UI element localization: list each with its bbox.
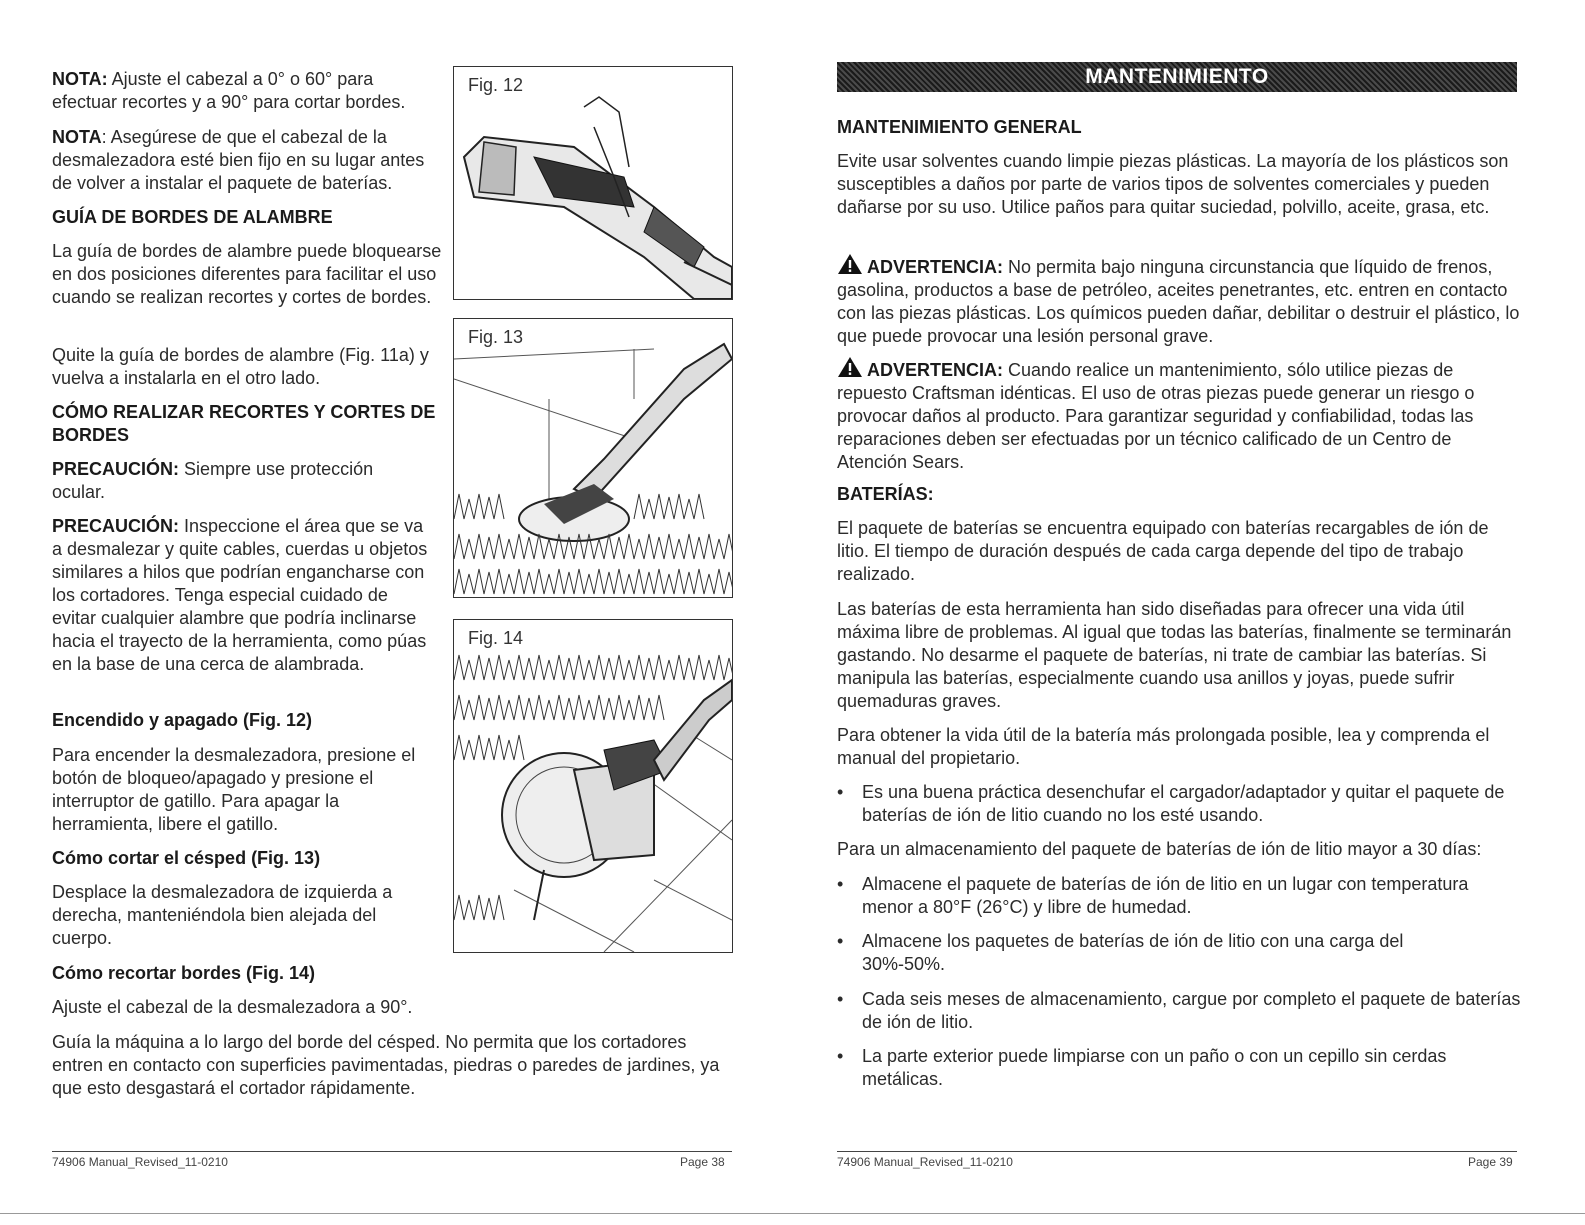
nota-paragraph-1: [52, 68, 437, 114]
figure-12: [453, 66, 733, 300]
guia-paragraph-1: La guía de bordes de alambre puede bloquearse en dos posiciones diferentes para facilitar el uso cuando se realizan recortes y cortes de bordes.: [52, 241, 442, 307]
bordes-paragraph-2: Guía la máquina a lo largo del borde del césped. No permita que los cortadores entren en contacto con superficies pavimentadas, piedras o paredes de jardines, ya que esto desgastará el cortador rápidamente.: [52, 1032, 720, 1098]
bullet-dot: •: [837, 1046, 844, 1066]
advertencia-label: ADVERTENCIA:: [867, 360, 1004, 380]
precaucion-paragraph-2: [52, 515, 432, 676]
heading-como-realizar: CÓMO REALIZAR RECORTES Y CORTES DE BORDES: [52, 402, 436, 445]
guia-paragraph-2: Quite la guía de bordes de alambre (Fig. 11a) y vuelva a instalarla en el otro lado.: [52, 345, 429, 388]
list-item-text: Cada seis meses de almacenamiento, cargue por completo el paquete de baterías de ión de litio.: [862, 989, 1521, 1032]
baterias-paragraph-3: Para obtener la vida útil de la batería más prolongada posible, lea y comprenda el manual del propietario.: [837, 725, 1490, 768]
trimmer-handle-illustration: [454, 67, 732, 299]
advertencia-label: ADVERTENCIA:: [867, 257, 1004, 277]
heading-baterias: BATERÍAS:: [837, 484, 934, 504]
left-page: [0, 0, 760, 1225]
advertencia-paragraph-2: [837, 356, 1522, 474]
nota-label: NOTA:: [52, 69, 108, 89]
footer-doc-id: 74906 Manual_Revised_11-0210: [837, 1155, 1013, 1169]
general-paragraph: Evite usar solventes cuando limpie piezas plásticas. La mayoría de los plásticos son susceptibles a daños por parte de varios tipos de solventes comerciales y pueden dañarse por su uso. Utilice paños para quitar suciedad, polvillo, aceite, grasa, etc.: [837, 151, 1509, 217]
warning-triangle-icon: [837, 356, 863, 378]
list-item-text: Es una buena práctica desenchufar el cargador/adaptador y quitar el paquete de baterías de ión de litio cuando no los esté usando.: [862, 782, 1505, 825]
heading-recortar-bordes: Cómo recortar bordes (Fig. 14): [52, 963, 316, 983]
nota-paragraph-2: [52, 126, 447, 195]
footer-doc-id: 74906 Manual_Revised_11-0210: [52, 1155, 228, 1169]
baterias-paragraph-2: Las baterías de esta herramienta han sido diseñadas para ofrecer una vida útil máxima libre de problemas. Al igual que todas las baterías, finalmente se terminarán gastando. No desarme el paquete de baterías, ni trate de cambiar las baterías. Si manipula las baterías, especialmente cuando usa anillos y joyas, puede sufrir quemaduras graves.: [837, 599, 1512, 711]
list-item-text: Almacene los paquetes de baterías de ión de litio con una carga del 30%-50%.: [862, 931, 1404, 974]
baterias-paragraph-1: El paquete de baterías se encuentra equipado con baterías recargables de ión de litio. El tiempo de duración después de cada carga depende del tipo de trabajo realizado.: [837, 518, 1489, 584]
figure-13: [453, 318, 733, 598]
trimmer-edging-illustration: [454, 620, 732, 952]
figure-caption: Fig. 14: [468, 628, 524, 648]
storage-intro: Para un almacenamiento del paquete de baterías de ión de litio mayor a 30 días:: [837, 839, 1482, 859]
figure-caption: Fig. 12: [468, 75, 524, 95]
advertencia-paragraph-1: [837, 253, 1522, 348]
precaucion-label: PRECAUCIÓN:: [52, 516, 180, 536]
footer-divider: [52, 1151, 732, 1152]
precaucion-label: PRECAUCIÓN:: [52, 459, 180, 479]
footer-divider: [837, 1151, 1517, 1152]
heading-guia-bordes: GUÍA DE BORDES DE ALAMBRE: [52, 207, 333, 227]
advertencia-text: No permita bajo ninguna circunstancia que líquido de frenos, gasolina, productos a base de petróleo, aceites penetrantes, etc. entren en contacto con las piezas plásticas. Los químicos pueden dañar, debilitar o destruir el plástico, lo que puede provocar una lesión personal grave.: [837, 257, 1520, 346]
nota-label: NOTA: [52, 127, 102, 147]
scan-bottom-edge: [0, 1213, 1585, 1214]
bullet-dot: •: [837, 989, 844, 1009]
page-number: Page 39: [1468, 1155, 1513, 1169]
heading-cortar-cesped: Cómo cortar el césped (Fig. 13): [52, 848, 321, 868]
cesped-paragraph: Desplace la desmalezadora de izquierda a derecha, manteniéndola bien alejada del cuerpo.: [52, 882, 393, 948]
section-banner: [837, 62, 1517, 92]
right-page: [800, 0, 1585, 1225]
heading-encendido: Encendido y apagado (Fig. 12): [52, 710, 313, 730]
precaucion-text: Siempre use protección ocular.: [52, 459, 374, 502]
precaucion-paragraph-1: [52, 458, 412, 504]
advertencia-text: Cuando realice un mantenimiento, sólo utilice piezas de repuesto Craftsman idénticas. El uso de otras piezas puede generar un riesgo o provocar daños al producto. Para garantizar seguridad y confiabilidad, todas las reparaciones deben ser efectuadas por un técnico calificado de un Centro de Atención Sears.: [837, 360, 1475, 472]
bullet-dot: •: [837, 931, 844, 951]
bullet-dot: •: [837, 874, 844, 894]
bullet-dot: •: [837, 782, 844, 802]
banner-title: MANTENIMIENTO: [1085, 65, 1269, 88]
nota-text: : Asegúrese de que el cabezal de la desmalezadora esté bien fijo en su lugar antes de volver a instalar el paquete de baterías.: [52, 127, 425, 193]
page-number: Page 38: [680, 1155, 725, 1169]
nota-text: Ajuste el cabezal a 0° o 60° para efectuar recortes y a 90° para cortar bordes.: [52, 69, 406, 112]
heading-mantenimiento-general: MANTENIMIENTO GENERAL: [837, 117, 1082, 137]
trimmer-cutting-grass-illustration: [454, 319, 732, 597]
encendido-paragraph: Para encender la desmalezadora, presione el botón de bloqueo/apagado y presione el interruptor de gatillo. Para apagar la herramienta, libere el gatillo.: [52, 745, 416, 834]
list-item-text: Almacene el paquete de baterías de ión de litio en un lugar con temperatura menor a 80°F (26°C) y libre de humedad.: [862, 874, 1469, 917]
figure-14: [453, 619, 733, 953]
bordes-paragraph-1: Ajuste el cabezal de la desmalezadora a 90°.: [52, 997, 413, 1017]
precaucion-text: Inspeccione el área que se va a desmalezar y quite cables, cuerdas u objetos similares a hilos que podrían engancharse con los cortadores. Tenga especial cuidado de evitar cualquier alambre que podría inclinarse hacia el trayecto de la herramienta, como púas en la base de una cerca de alambrada.: [52, 516, 428, 674]
warning-triangle-icon: [837, 253, 863, 275]
figure-caption: Fig. 13: [468, 327, 524, 347]
list-item-text: La parte exterior puede limpiarse con un paño o con un cepillo sin cerdas metálicas.: [862, 1046, 1447, 1089]
